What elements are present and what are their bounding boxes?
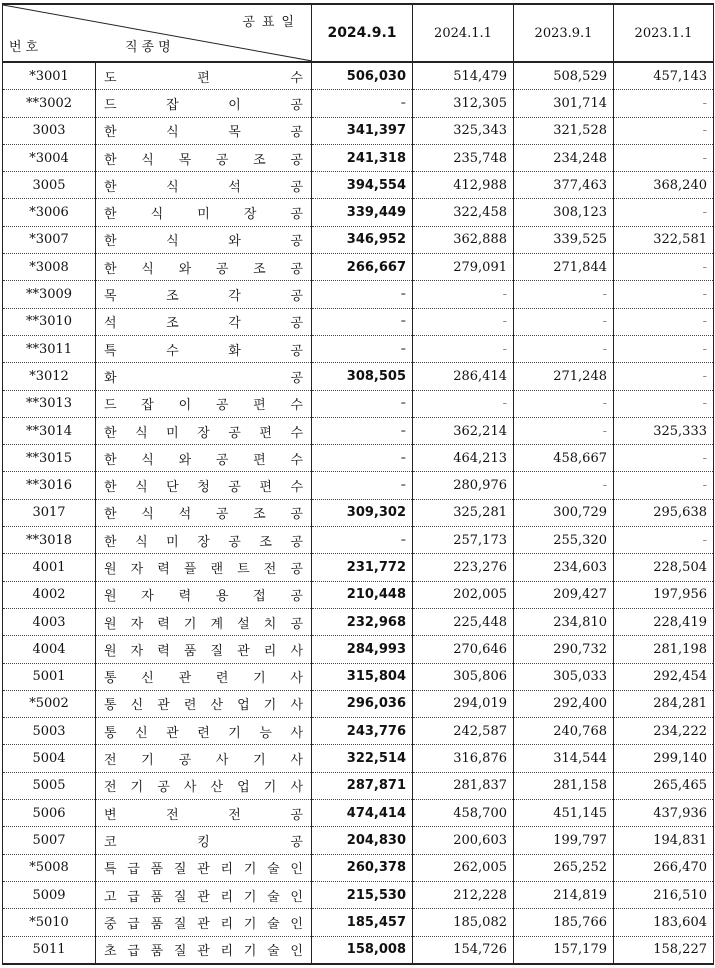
job-code: 3017 xyxy=(3,499,96,526)
header-row xyxy=(3,4,714,62)
job-code: **3011 xyxy=(3,335,96,362)
wage-value-3: 271,844 xyxy=(514,254,614,281)
wage-value-4: 194,831 xyxy=(614,827,714,854)
wage-value-1: 241,318 xyxy=(312,144,413,171)
wage-value-3: 240,768 xyxy=(514,718,614,745)
wage-value-3: 339,525 xyxy=(514,226,614,253)
table-row xyxy=(3,308,714,335)
wage-value-1: 210,448 xyxy=(312,581,413,608)
wage-value-1: 287,871 xyxy=(312,772,413,799)
wage-value-3: 290,732 xyxy=(514,636,614,663)
wage-value-3: 185,766 xyxy=(514,909,614,936)
job-name-cell xyxy=(96,499,312,526)
wage-value-1: 296,036 xyxy=(312,690,413,717)
table-row xyxy=(3,172,714,199)
job-code: 5005 xyxy=(3,772,96,799)
table-row xyxy=(3,554,714,581)
job-code: *3001 xyxy=(3,62,96,90)
wage-value-3: 271,248 xyxy=(514,363,614,390)
job-name-cell xyxy=(96,472,312,499)
wage-value-4: - xyxy=(614,281,714,308)
job-code: *5002 xyxy=(3,690,96,717)
wage-value-3: 234,810 xyxy=(514,608,614,635)
job-name-cell xyxy=(96,417,312,444)
wage-value-4: - xyxy=(614,144,714,171)
wage-value-3: 214,819 xyxy=(514,881,614,908)
wage-value-3: - xyxy=(514,390,614,417)
number-column-label: 번호 xyxy=(9,40,43,55)
job-name-cell xyxy=(96,308,312,335)
table-row xyxy=(3,881,714,908)
table-row xyxy=(3,226,714,253)
job-name: 특 수 화 공 xyxy=(104,343,303,359)
table-row xyxy=(3,335,714,362)
wage-value-3: 308,123 xyxy=(514,199,614,226)
job-name: 코 킹 공 xyxy=(104,834,303,850)
table-row xyxy=(3,854,714,881)
job-name: 변 전 전 공 xyxy=(104,807,303,823)
job-name-cell xyxy=(96,663,312,690)
job-name-cell xyxy=(96,527,312,554)
wage-value-2: 200,603 xyxy=(413,827,514,854)
table-row xyxy=(3,90,714,117)
job-name: 통 신 관 련 기 능 사 xyxy=(104,725,303,741)
wage-value-1: - xyxy=(312,335,413,362)
wage-value-3: 281,158 xyxy=(514,772,614,799)
job-code: *3008 xyxy=(3,254,96,281)
wage-value-2: 362,214 xyxy=(413,417,514,444)
job-name-cell xyxy=(96,90,312,117)
wage-value-2: 412,988 xyxy=(413,172,514,199)
wage-value-2: 185,082 xyxy=(413,909,514,936)
wage-value-3: 234,248 xyxy=(514,144,614,171)
wage-value-3: 508,529 xyxy=(514,62,614,90)
wage-value-1: - xyxy=(312,390,413,417)
wage-value-1: 158,008 xyxy=(312,936,413,964)
wage-value-4: - xyxy=(614,117,714,144)
wage-value-4: 299,140 xyxy=(614,745,714,772)
wage-value-4: - xyxy=(614,90,714,117)
job-name-cell xyxy=(96,390,312,417)
table-row xyxy=(3,281,714,308)
job-name: 원 자 력 기 계 설 치 공 xyxy=(104,616,303,632)
wage-table xyxy=(2,3,714,965)
job-code: **3002 xyxy=(3,90,96,117)
job-name-cell xyxy=(96,718,312,745)
job-name-cell xyxy=(96,800,312,827)
job-code: 5007 xyxy=(3,827,96,854)
wage-value-4: - xyxy=(614,363,714,390)
wage-value-2: 154,726 xyxy=(413,936,514,964)
wage-value-4: - xyxy=(614,254,714,281)
job-name: 한 식 목 공 조 공 xyxy=(104,152,303,168)
wage-value-2: 325,281 xyxy=(413,499,514,526)
wage-value-1: 215,530 xyxy=(312,881,413,908)
wage-value-2: 294,019 xyxy=(413,690,514,717)
job-code: 5003 xyxy=(3,718,96,745)
wage-value-2: 514,479 xyxy=(413,62,514,90)
wage-value-1: 185,457 xyxy=(312,909,413,936)
wage-value-4: 234,222 xyxy=(614,718,714,745)
job-code: *3007 xyxy=(3,226,96,253)
table-row xyxy=(3,909,714,936)
table-row xyxy=(3,499,714,526)
job-name-cell xyxy=(96,745,312,772)
wage-value-1: 204,830 xyxy=(312,827,413,854)
wage-value-2: 286,414 xyxy=(413,363,514,390)
table-row xyxy=(3,527,714,554)
wage-value-2: - xyxy=(413,308,514,335)
job-name-cell xyxy=(96,909,312,936)
job-name: 한 식 목 공 xyxy=(104,125,303,141)
wage-value-2: 322,458 xyxy=(413,199,514,226)
table-row xyxy=(3,117,714,144)
wage-value-3: 321,528 xyxy=(514,117,614,144)
job-code: **3013 xyxy=(3,390,96,417)
wage-value-3: - xyxy=(514,281,614,308)
table-row xyxy=(3,936,714,964)
wage-value-2: 202,005 xyxy=(413,581,514,608)
job-code: 5011 xyxy=(3,936,96,964)
job-code: *3012 xyxy=(3,363,96,390)
wage-value-3: 292,400 xyxy=(514,690,614,717)
wage-value-1: 284,993 xyxy=(312,636,413,663)
job-code: **3010 xyxy=(3,308,96,335)
job-code: 3005 xyxy=(3,172,96,199)
wage-value-2: 325,343 xyxy=(413,117,514,144)
job-code: *5010 xyxy=(3,909,96,936)
table-row xyxy=(3,690,714,717)
wage-value-2: 464,213 xyxy=(413,445,514,472)
wage-value-4: 183,604 xyxy=(614,909,714,936)
job-code: **3016 xyxy=(3,472,96,499)
job-name-cell xyxy=(96,199,312,226)
job-code: 4001 xyxy=(3,554,96,581)
job-code: *3004 xyxy=(3,144,96,171)
wage-value-1: 341,397 xyxy=(312,117,413,144)
wage-value-3: 265,252 xyxy=(514,854,614,881)
wage-value-3: 377,463 xyxy=(514,172,614,199)
job-name-cell xyxy=(96,936,312,964)
wage-value-4: 322,581 xyxy=(614,226,714,253)
wage-value-2: - xyxy=(413,390,514,417)
wage-value-2: 362,888 xyxy=(413,226,514,253)
wage-value-1: 266,667 xyxy=(312,254,413,281)
job-name: 전 기 공 사 기 사 xyxy=(104,753,303,769)
job-name: 전 기 공 사 산 업 기 사 xyxy=(104,780,303,796)
wage-value-3: 234,603 xyxy=(514,554,614,581)
wage-value-2: 281,837 xyxy=(413,772,514,799)
job-name: 원 자 력 플 랜 트 전 공 xyxy=(104,561,303,577)
table-row xyxy=(3,62,714,90)
job-name: 특 급 품 질 관 리 기 술 인 xyxy=(104,862,303,878)
job-name: 원 자 력 품 질 관 리 사 xyxy=(104,643,303,659)
wage-value-4: 266,470 xyxy=(614,854,714,881)
job-name-cell xyxy=(96,445,312,472)
job-name-cell xyxy=(96,881,312,908)
job-code: 4004 xyxy=(3,636,96,663)
wage-value-1: 339,449 xyxy=(312,199,413,226)
wage-value-1: 474,414 xyxy=(312,800,413,827)
wage-value-4: 197,956 xyxy=(614,581,714,608)
wage-value-3: 157,179 xyxy=(514,936,614,964)
wage-value-3: 314,544 xyxy=(514,745,614,772)
job-code: *3006 xyxy=(3,199,96,226)
table-row xyxy=(3,772,714,799)
job-code: **3009 xyxy=(3,281,96,308)
job-name-cell xyxy=(96,117,312,144)
job-code: 5009 xyxy=(3,881,96,908)
job-name-cell xyxy=(96,144,312,171)
wage-value-1: 231,772 xyxy=(312,554,413,581)
wage-value-2: - xyxy=(413,281,514,308)
wage-value-2: 316,876 xyxy=(413,745,514,772)
category-column-label: 직종명 xyxy=(125,40,175,55)
wage-value-4: 284,281 xyxy=(614,690,714,717)
table-row xyxy=(3,199,714,226)
wage-value-4: 457,143 xyxy=(614,62,714,90)
wage-value-4: - xyxy=(614,527,714,554)
table-row xyxy=(3,445,714,472)
wage-value-1: 260,378 xyxy=(312,854,413,881)
job-name-cell xyxy=(96,581,312,608)
table-row xyxy=(3,608,714,635)
job-name-cell xyxy=(96,854,312,881)
wage-value-1: 309,302 xyxy=(312,499,413,526)
job-name-cell xyxy=(96,690,312,717)
job-code: *5008 xyxy=(3,854,96,881)
wage-value-1: - xyxy=(312,472,413,499)
wage-value-2: - xyxy=(413,335,514,362)
job-name: 화 공 xyxy=(104,370,303,386)
job-name-cell xyxy=(96,554,312,581)
job-code: **3018 xyxy=(3,527,96,554)
wage-value-4: 437,936 xyxy=(614,800,714,827)
wage-value-4: - xyxy=(614,308,714,335)
wage-value-1: 232,968 xyxy=(312,608,413,635)
job-name: 한 식 석 공 xyxy=(104,179,303,195)
wage-value-1: 506,030 xyxy=(312,62,413,90)
wage-value-1: - xyxy=(312,417,413,444)
job-code: **3015 xyxy=(3,445,96,472)
wage-value-4: 158,227 xyxy=(614,936,714,964)
wage-value-4: - xyxy=(614,445,714,472)
wage-value-3: - xyxy=(514,417,614,444)
job-name: 한 식 와 공 편 수 xyxy=(104,452,303,468)
job-name-cell xyxy=(96,636,312,663)
wage-value-2: 279,091 xyxy=(413,254,514,281)
wage-value-3: 305,033 xyxy=(514,663,614,690)
wage-value-4: 295,638 xyxy=(614,499,714,526)
job-name: 석 조 각 공 xyxy=(104,316,303,332)
wage-value-2: 235,748 xyxy=(413,144,514,171)
job-name-cell xyxy=(96,172,312,199)
wage-value-1: 243,776 xyxy=(312,718,413,745)
job-code: **3014 xyxy=(3,417,96,444)
job-name: 통 신 관 련 기 사 xyxy=(104,671,303,687)
job-name: 통 신 관 련 산 업 기 사 xyxy=(104,698,303,714)
wage-value-1: 308,505 xyxy=(312,363,413,390)
date-header-3: 2023.9.1 xyxy=(514,4,614,62)
job-name: 한 식 와 공 조 공 xyxy=(104,261,303,277)
wage-value-3: 458,667 xyxy=(514,445,614,472)
table-row xyxy=(3,663,714,690)
wage-value-2: 242,587 xyxy=(413,718,514,745)
job-name: 한 식 미 장 공 조 공 xyxy=(104,534,303,550)
wage-value-1: 394,554 xyxy=(312,172,413,199)
wage-value-2: 280,976 xyxy=(413,472,514,499)
job-name: 한 식 미 장 공 편 수 xyxy=(104,425,303,441)
wage-value-1: - xyxy=(312,281,413,308)
job-name: 도 편 수 xyxy=(104,70,303,86)
wage-value-3: - xyxy=(514,335,614,362)
date-header-1: 2024.9.1 xyxy=(312,4,413,62)
job-name-cell xyxy=(96,772,312,799)
table-row xyxy=(3,718,714,745)
job-name-cell xyxy=(96,254,312,281)
wage-value-4: - xyxy=(614,472,714,499)
table-row xyxy=(3,254,714,281)
table-body xyxy=(3,62,714,964)
table-row xyxy=(3,144,714,171)
wage-table-container xyxy=(2,3,713,965)
job-name: 목 조 각 공 xyxy=(104,289,303,305)
job-name-cell xyxy=(96,363,312,390)
table-row xyxy=(3,827,714,854)
wage-value-2: 225,448 xyxy=(413,608,514,635)
wage-value-1: - xyxy=(312,308,413,335)
job-name-cell xyxy=(96,608,312,635)
wage-value-3: - xyxy=(514,472,614,499)
job-name: 드 잡 이 공 편 수 xyxy=(104,398,303,414)
wage-value-4: 325,333 xyxy=(614,417,714,444)
wage-value-4: 228,419 xyxy=(614,608,714,635)
job-code: 5004 xyxy=(3,745,96,772)
job-name-cell xyxy=(96,226,312,253)
job-code: 5001 xyxy=(3,663,96,690)
table-row xyxy=(3,417,714,444)
job-name: 원 자 력 용 접 공 xyxy=(104,589,303,605)
wage-value-4: 216,510 xyxy=(614,881,714,908)
job-name-cell xyxy=(96,281,312,308)
table-row xyxy=(3,800,714,827)
wage-value-2: 262,005 xyxy=(413,854,514,881)
wage-value-3: 199,797 xyxy=(514,827,614,854)
wage-value-2: 458,700 xyxy=(413,800,514,827)
corner-header-cell xyxy=(3,4,312,62)
job-name: 한 식 단 청 공 편 수 xyxy=(104,480,303,496)
wage-value-3: 209,427 xyxy=(514,581,614,608)
job-code: 4003 xyxy=(3,608,96,635)
wage-value-2: 223,276 xyxy=(413,554,514,581)
job-name-cell xyxy=(96,335,312,362)
wage-value-4: 292,454 xyxy=(614,663,714,690)
wage-value-1: 322,514 xyxy=(312,745,413,772)
wage-value-2: 305,806 xyxy=(413,663,514,690)
job-name: 드 잡 이 공 xyxy=(104,97,303,113)
job-name-cell xyxy=(96,827,312,854)
wage-value-2: 257,173 xyxy=(413,527,514,554)
job-name: 고 급 품 질 관 리 기 술 인 xyxy=(104,889,303,905)
wage-value-4: - xyxy=(614,335,714,362)
job-code: 4002 xyxy=(3,581,96,608)
wage-value-1: - xyxy=(312,527,413,554)
table-row xyxy=(3,745,714,772)
wage-value-4: 228,504 xyxy=(614,554,714,581)
table-row xyxy=(3,636,714,663)
wage-value-2: 212,228 xyxy=(413,881,514,908)
date-header-2: 2024.1.1 xyxy=(413,4,514,62)
job-name-cell xyxy=(96,62,312,90)
table-row xyxy=(3,581,714,608)
job-name: 한 식 미 장 공 xyxy=(104,207,303,223)
wage-value-4: 368,240 xyxy=(614,172,714,199)
job-name: 한 식 석 공 조 공 xyxy=(104,507,303,523)
wage-value-3: 300,729 xyxy=(514,499,614,526)
wage-value-1: 315,804 xyxy=(312,663,413,690)
wage-value-3: 301,714 xyxy=(514,90,614,117)
wage-value-1: 346,952 xyxy=(312,226,413,253)
wage-value-4: - xyxy=(614,199,714,226)
job-name: 중 급 품 질 관 리 기 술 인 xyxy=(104,916,303,932)
date-header-4: 2023.1.1 xyxy=(614,4,714,62)
table-row xyxy=(3,390,714,417)
wage-value-3: 451,145 xyxy=(514,800,614,827)
wage-value-4: 281,198 xyxy=(614,636,714,663)
job-name: 한 식 와 공 xyxy=(104,234,303,250)
wage-value-3: - xyxy=(514,308,614,335)
wage-value-2: 312,305 xyxy=(413,90,514,117)
job-name: 초 급 품 질 관 리 기 술 인 xyxy=(104,944,303,960)
table-row xyxy=(3,472,714,499)
table-row xyxy=(3,363,714,390)
wage-value-3: 255,320 xyxy=(514,527,614,554)
job-code: 5006 xyxy=(3,800,96,827)
wage-value-1: - xyxy=(312,90,413,117)
announce-date-label: 공표일 xyxy=(242,15,301,30)
wage-value-1: - xyxy=(312,445,413,472)
wage-value-2: 270,646 xyxy=(413,636,514,663)
wage-value-4: - xyxy=(614,390,714,417)
wage-value-4: 265,465 xyxy=(614,772,714,799)
job-code: 3003 xyxy=(3,117,96,144)
